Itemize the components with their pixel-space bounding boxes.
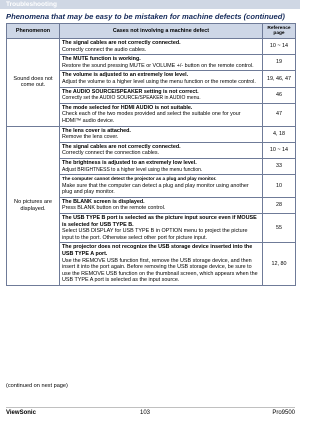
cause-description: Check each of the two modes provided and select the suitable one for your HDMI™ audio device.: [62, 111, 241, 124]
cause-title: The signal cables are not correctly connected.: [62, 143, 181, 150]
cause-cell: [60, 39, 263, 55]
phenomenon-cell: Sound does not come out.: [7, 39, 60, 127]
cause-cell: [60, 71, 263, 87]
cause-title: The brightness is adjusted to an extremely low level.: [62, 159, 197, 166]
cause-title: The computer cannot detect the projector as a plug and play monitor.: [62, 176, 217, 182]
cause-cell: [60, 142, 263, 158]
cause-cell: [60, 175, 263, 198]
table-header-row: [7, 24, 296, 39]
cause-title: The AUDIO SOURCE/SPEAKER setting is not correct.: [62, 88, 199, 95]
cause-description: Press BLANK button on the remote control.: [62, 205, 166, 212]
cause-description: Use the REMOVE USB function first, remove the USB storage device, and then insert it into the port again. Before removing the USB storage device, be sure to use the REMOVE USB function on the thumbnail screen, which appears when the USB TYPE A port is selected as the input source.: [62, 257, 258, 284]
phenomenon-cell: No pictures are displayed.: [7, 126, 60, 285]
cause-title: The volume is adjusted to an extremely low level.: [62, 72, 189, 79]
cause-cell: [60, 243, 263, 286]
cause-description: Adjust the volume to a higher level using the menu function or the remote control.: [62, 78, 256, 85]
cause-title: The lens cover is attached.: [62, 127, 131, 134]
cause-description: Make sure that the computer can detect a plug and play monitor using another plug and play monitor.: [62, 182, 249, 196]
cause-title: The mode selected for HDMI AUDIO is not suitable.: [62, 104, 193, 111]
cause-description: Adjust BRIGHTNESS to a higher level using the menu function.: [62, 166, 203, 173]
cause-title: The projector does not recognize the USB storage device inserted into the USB TYPE A port.: [62, 244, 253, 258]
section-header-title: Troubleshooting: [6, 1, 57, 8]
reference-page-cell: 10 ~ 14: [263, 39, 296, 55]
reference-page-cell: 33: [263, 158, 296, 174]
footer-brand: ViewSonic: [6, 410, 36, 416]
header-cases: Cases not involving a machine defect: [60, 24, 263, 39]
footer-divider: [6, 407, 295, 408]
cause-title: The BLANK screen is displayed.: [62, 198, 145, 205]
footer-model: Pro9500: [272, 410, 295, 416]
cause-cell: [60, 158, 263, 174]
reference-page-cell: 12, 80: [263, 243, 296, 286]
reference-page-cell: 10 ~ 14: [263, 142, 296, 158]
reference-page-cell: 19: [263, 55, 296, 71]
header-reference-page: Reference page: [263, 24, 296, 39]
troubleshooting-table: [6, 23, 296, 286]
table-row: [7, 126, 296, 142]
reference-page-cell: 55: [263, 214, 296, 243]
cause-cell: [60, 87, 263, 103]
reference-page-cell: 46: [263, 87, 296, 103]
cause-description: Correctly connect the connection cables.: [62, 150, 160, 157]
footer-page-number: 103: [140, 410, 151, 416]
reference-page-cell: 4, 18: [263, 126, 296, 142]
header-phenomenon: Phenomenon: [7, 24, 60, 39]
cause-description: Remove the lens cover.: [62, 134, 119, 141]
reference-page-cell: 28: [263, 197, 296, 213]
page-title: Phenomena that may be easy to be mistaken for machine defects (continued): [6, 12, 285, 21]
reference-page-cell: 47: [263, 103, 296, 126]
table-row: [7, 39, 296, 55]
cause-description: Select USB DISPLAY for USB TYPE B in OPTION menu to project the picture input to the port. Otherwise select other port for picture input.: [62, 228, 248, 241]
reference-page-cell: 10: [263, 175, 296, 198]
cause-description: Correctly set the AUDIO SOURCE/SPEAKER in AUDIO menu.: [62, 95, 201, 102]
cause-cell: [60, 103, 263, 126]
cause-cell: [60, 214, 263, 243]
cause-title: The USB TYPE B port is selected as the picture input source even if MOUSE is selected for USB TYPE B.: [62, 215, 257, 228]
cause-title: The signal cables are not correctly connected.: [62, 40, 181, 46]
cause-cell: [60, 126, 263, 142]
section-header-bar: [0, 0, 300, 9]
reference-page-cell: 19, 46, 47: [263, 71, 296, 87]
cause-cell: [60, 197, 263, 213]
cause-title: The MUTE function is working.: [62, 56, 141, 63]
cause-description: Correctly connect the audio cables.: [62, 46, 147, 53]
cause-description: Restore the sound pressing MUTE or VOLUME +/- button on the remote control.: [62, 62, 254, 69]
cause-cell: [60, 55, 263, 71]
continued-note: (continued on next page): [6, 383, 68, 389]
